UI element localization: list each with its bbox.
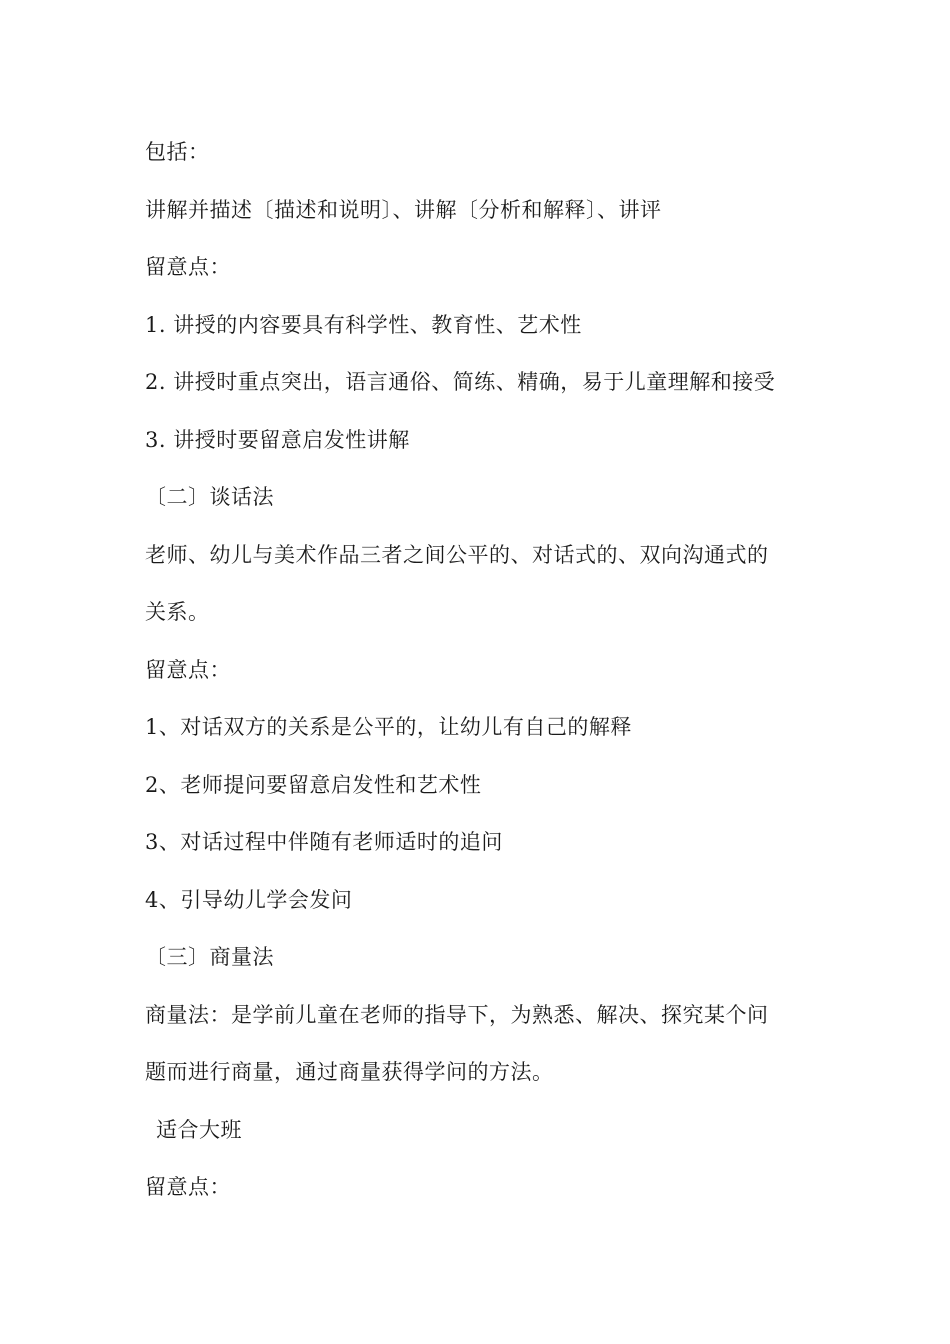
text-line-notes-heading-2: 留意点： xyxy=(145,657,231,682)
section-heading-conversation-method: 〔二〕谈话法 xyxy=(145,485,274,509)
list-item-conversation-note-3: 3、对话过程中伴随有老师适时的追问 xyxy=(145,830,503,854)
text-line-lecture-types: 讲解并描述〔描述和说明〕、讲解〔分析和解释〕、讲评 xyxy=(145,197,662,222)
text-line-conversation-desc-2: 关系。 xyxy=(145,600,210,624)
text-line-notes-heading-3: 留意点： xyxy=(145,1175,231,1199)
list-item-lecture-note-2: 2. 讲授时重点突出，语言通俗、简练、精确，易于儿童理解和接受 xyxy=(145,370,776,394)
list-item-lecture-note-1: 1. 讲授的内容要具有科学性、教育性、艺术性 xyxy=(145,312,582,337)
text-line-includes-heading: 包括： xyxy=(145,140,210,164)
list-item-conversation-note-2: 2、老师提问要留意启发性和艺术性 xyxy=(145,772,482,797)
text-line-discussion-desc-2: 题而进行商量，通过商量获得学问的方法。 xyxy=(145,1060,554,1084)
text-line-conversation-desc-1: 老师、幼儿与美术作品三者之间公平的、对话式的、双向沟通式的 xyxy=(145,542,769,567)
list-item-conversation-note-1: 1、对话双方的关系是公平的，让幼儿有自己的解释 xyxy=(145,715,632,739)
text-line-notes-heading: 留意点： xyxy=(145,255,231,279)
section-heading-discussion-method: 〔三〕商量法 xyxy=(145,945,274,969)
list-item-lecture-note-3: 3. 讲授时要留意启发性讲解 xyxy=(145,427,410,452)
text-line-suitable-class: 适合大班 xyxy=(156,1117,242,1142)
text-line-discussion-desc-1: 商量法：是学前儿童在老师的指导下，为熟悉、解决、探究某个问 xyxy=(145,1002,769,1027)
document-body xyxy=(145,130,825,1223)
list-item-conversation-note-4: 4、引导幼儿学会发问 xyxy=(145,887,353,912)
